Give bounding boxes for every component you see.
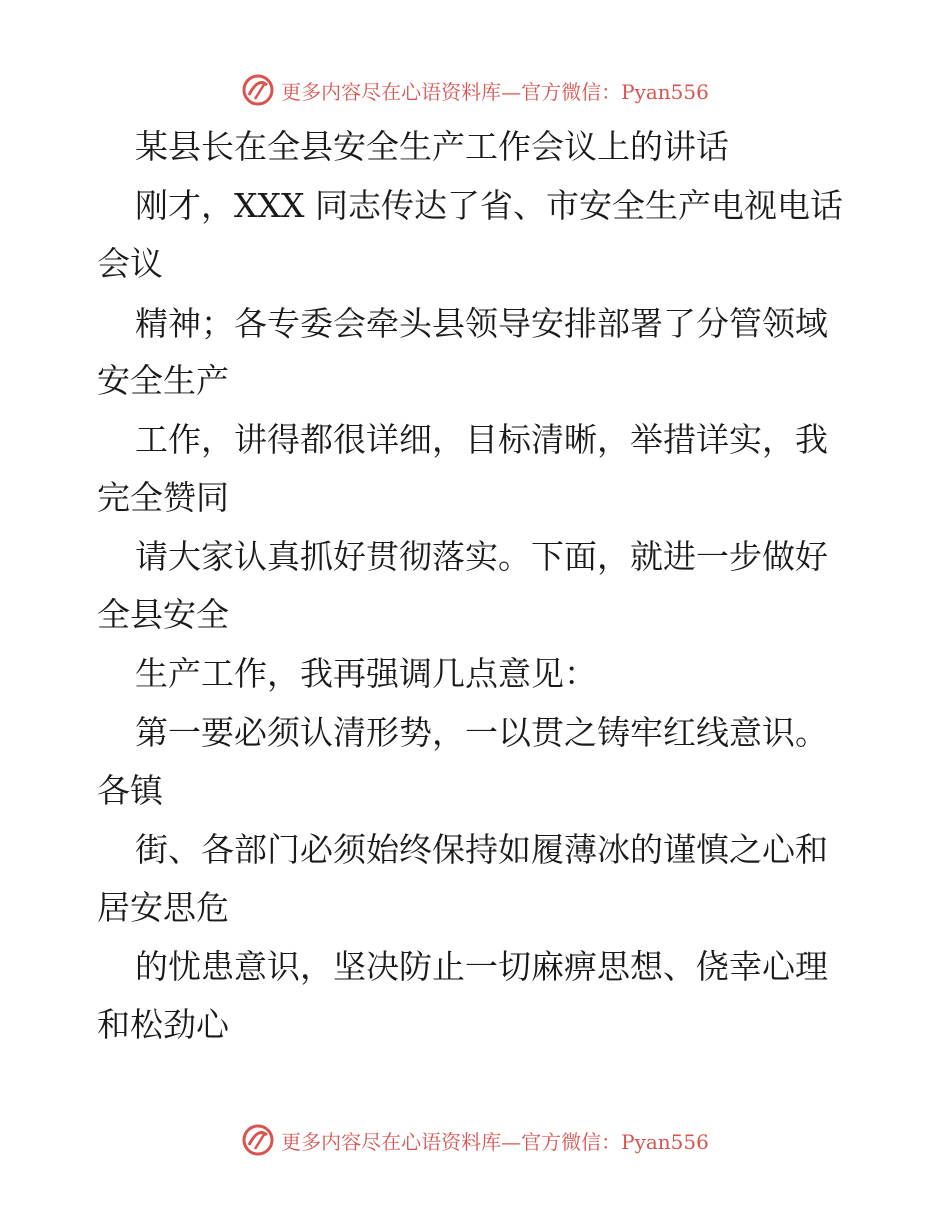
text-line: 和松劲心 bbox=[97, 1005, 229, 1044]
logo-icon bbox=[241, 1123, 275, 1157]
footer-watermark-banner bbox=[0, 1120, 950, 1160]
logo-icon bbox=[241, 73, 275, 107]
text-line: 精神；各专委会牵头县领导安排部署了分管领域 bbox=[135, 304, 828, 343]
text-line: 完全赞同 bbox=[97, 478, 229, 517]
text-line: 会议 bbox=[97, 244, 163, 283]
text-line: 的忧患意识，坚决防止一切麻痹思想、侥幸心理 bbox=[135, 947, 828, 986]
watermark-text: 更多内容尽在心语资料库—官方微信：Pyan556 bbox=[281, 79, 709, 104]
header-watermark-banner bbox=[0, 70, 950, 110]
text-line: 第一要必须认清形势，一以贯之铸牢红线意识。 bbox=[135, 713, 828, 752]
text-line: 居安思危 bbox=[97, 888, 229, 927]
text-line: 全县安全 bbox=[97, 595, 229, 634]
text-line: 街、各部门必须始终保持如履薄冰的谨慎之心和 bbox=[135, 830, 828, 869]
watermark-text: 更多内容尽在心语资料库—官方微信：Pyan556 bbox=[281, 1129, 709, 1154]
text-line: 请大家认真抓好贯彻落实。下面，就进一步做好 bbox=[135, 537, 828, 576]
document-title: 某县长在全县安全生产工作会议上的讲话 bbox=[135, 127, 729, 166]
text-line: 安全生产 bbox=[97, 361, 229, 400]
text-line: 各镇 bbox=[97, 771, 163, 810]
text-line: 刚才，XXX 同志传达了省、市安全生产电视电话 bbox=[135, 186, 843, 225]
text-line: 工作，讲得都很详细，目标清晰，举措详实，我 bbox=[135, 420, 828, 459]
text-line: 生产工作，我再强调几点意见： bbox=[135, 654, 597, 693]
